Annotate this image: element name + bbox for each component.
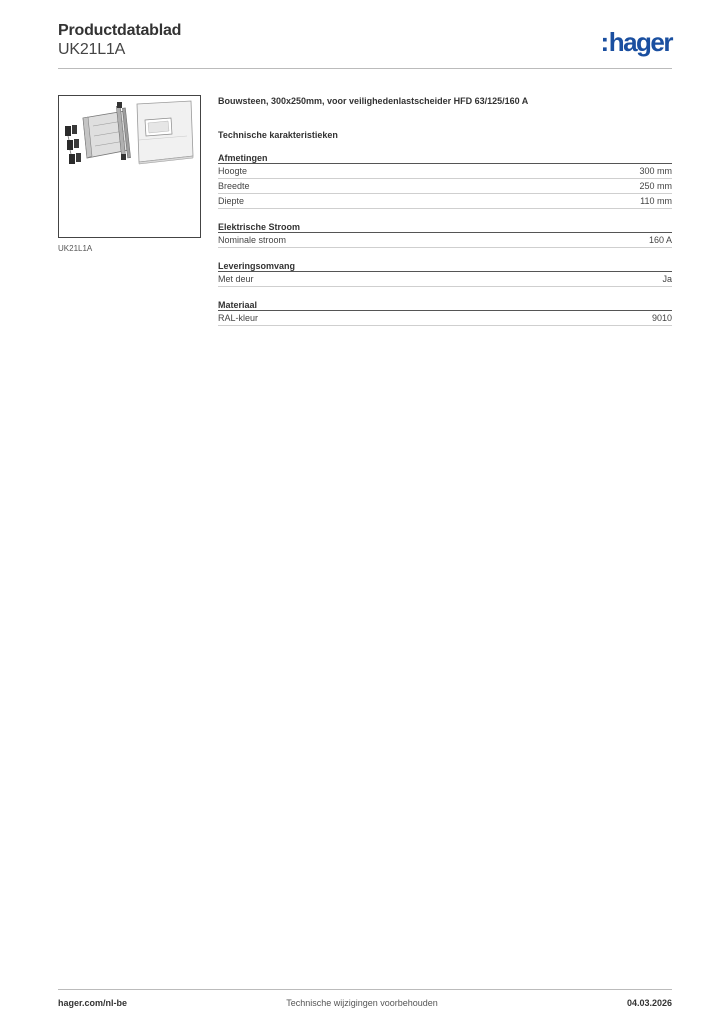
spec-row [218, 179, 672, 194]
header-divider [58, 68, 672, 69]
product-code: UK21L1A [58, 41, 126, 58]
door-panel [137, 101, 193, 164]
spec-row [218, 164, 672, 179]
group-title-leveringsomvang: Leveringsomvang [218, 260, 672, 272]
spec-label: Met deur [218, 274, 254, 284]
footer-website-link[interactable]: hager.com/nl-be [58, 998, 128, 1008]
spec-label: RAL-kleur [218, 313, 259, 323]
group-title-elektrische-stroom: Elektrische Stroom [218, 221, 672, 233]
spec-row [218, 311, 672, 326]
terminal-clamps [65, 125, 81, 164]
hager-logo [601, 27, 672, 58]
document-title: Productdatablad [58, 22, 182, 39]
footer-divider [58, 989, 672, 990]
spec-label: Diepte [218, 196, 245, 206]
page-header [58, 20, 672, 70]
spec-value: 300 mm [639, 166, 672, 176]
spec-value: 160 A [648, 235, 672, 245]
spec-value: 9010 [651, 313, 672, 323]
product-image [58, 95, 201, 238]
spec-label: Breedte [218, 181, 250, 191]
product-illustration [59, 96, 200, 237]
footer-date: 04.03.2026 [626, 998, 672, 1008]
image-caption: UK21L1A [58, 244, 93, 253]
spec-value: 110 mm [640, 196, 672, 206]
spec-row [218, 233, 672, 248]
footer-notice: Technische wijzigingen voorbehouden [286, 998, 438, 1008]
spec-value: 250 mm [639, 181, 672, 191]
logo-colon: : [600, 27, 608, 57]
product-description: Bouwsteen, 300x250mm, voor veilighedenlastscheider HFD 63/125/160 A [218, 96, 529, 106]
spec-heading: Technische karakteristieken [218, 130, 338, 140]
spec-label: Nominale stroom [218, 235, 287, 245]
specification-section [218, 95, 672, 326]
spec-value: Ja [662, 274, 672, 284]
spec-row [218, 194, 672, 209]
logo-text: hager [608, 27, 672, 57]
spec-row [218, 272, 672, 287]
group-title-afmetingen: Afmetingen [218, 152, 672, 164]
spec-label: Hoogte [218, 166, 248, 176]
group-title-materiaal: Materiaal [218, 299, 672, 311]
